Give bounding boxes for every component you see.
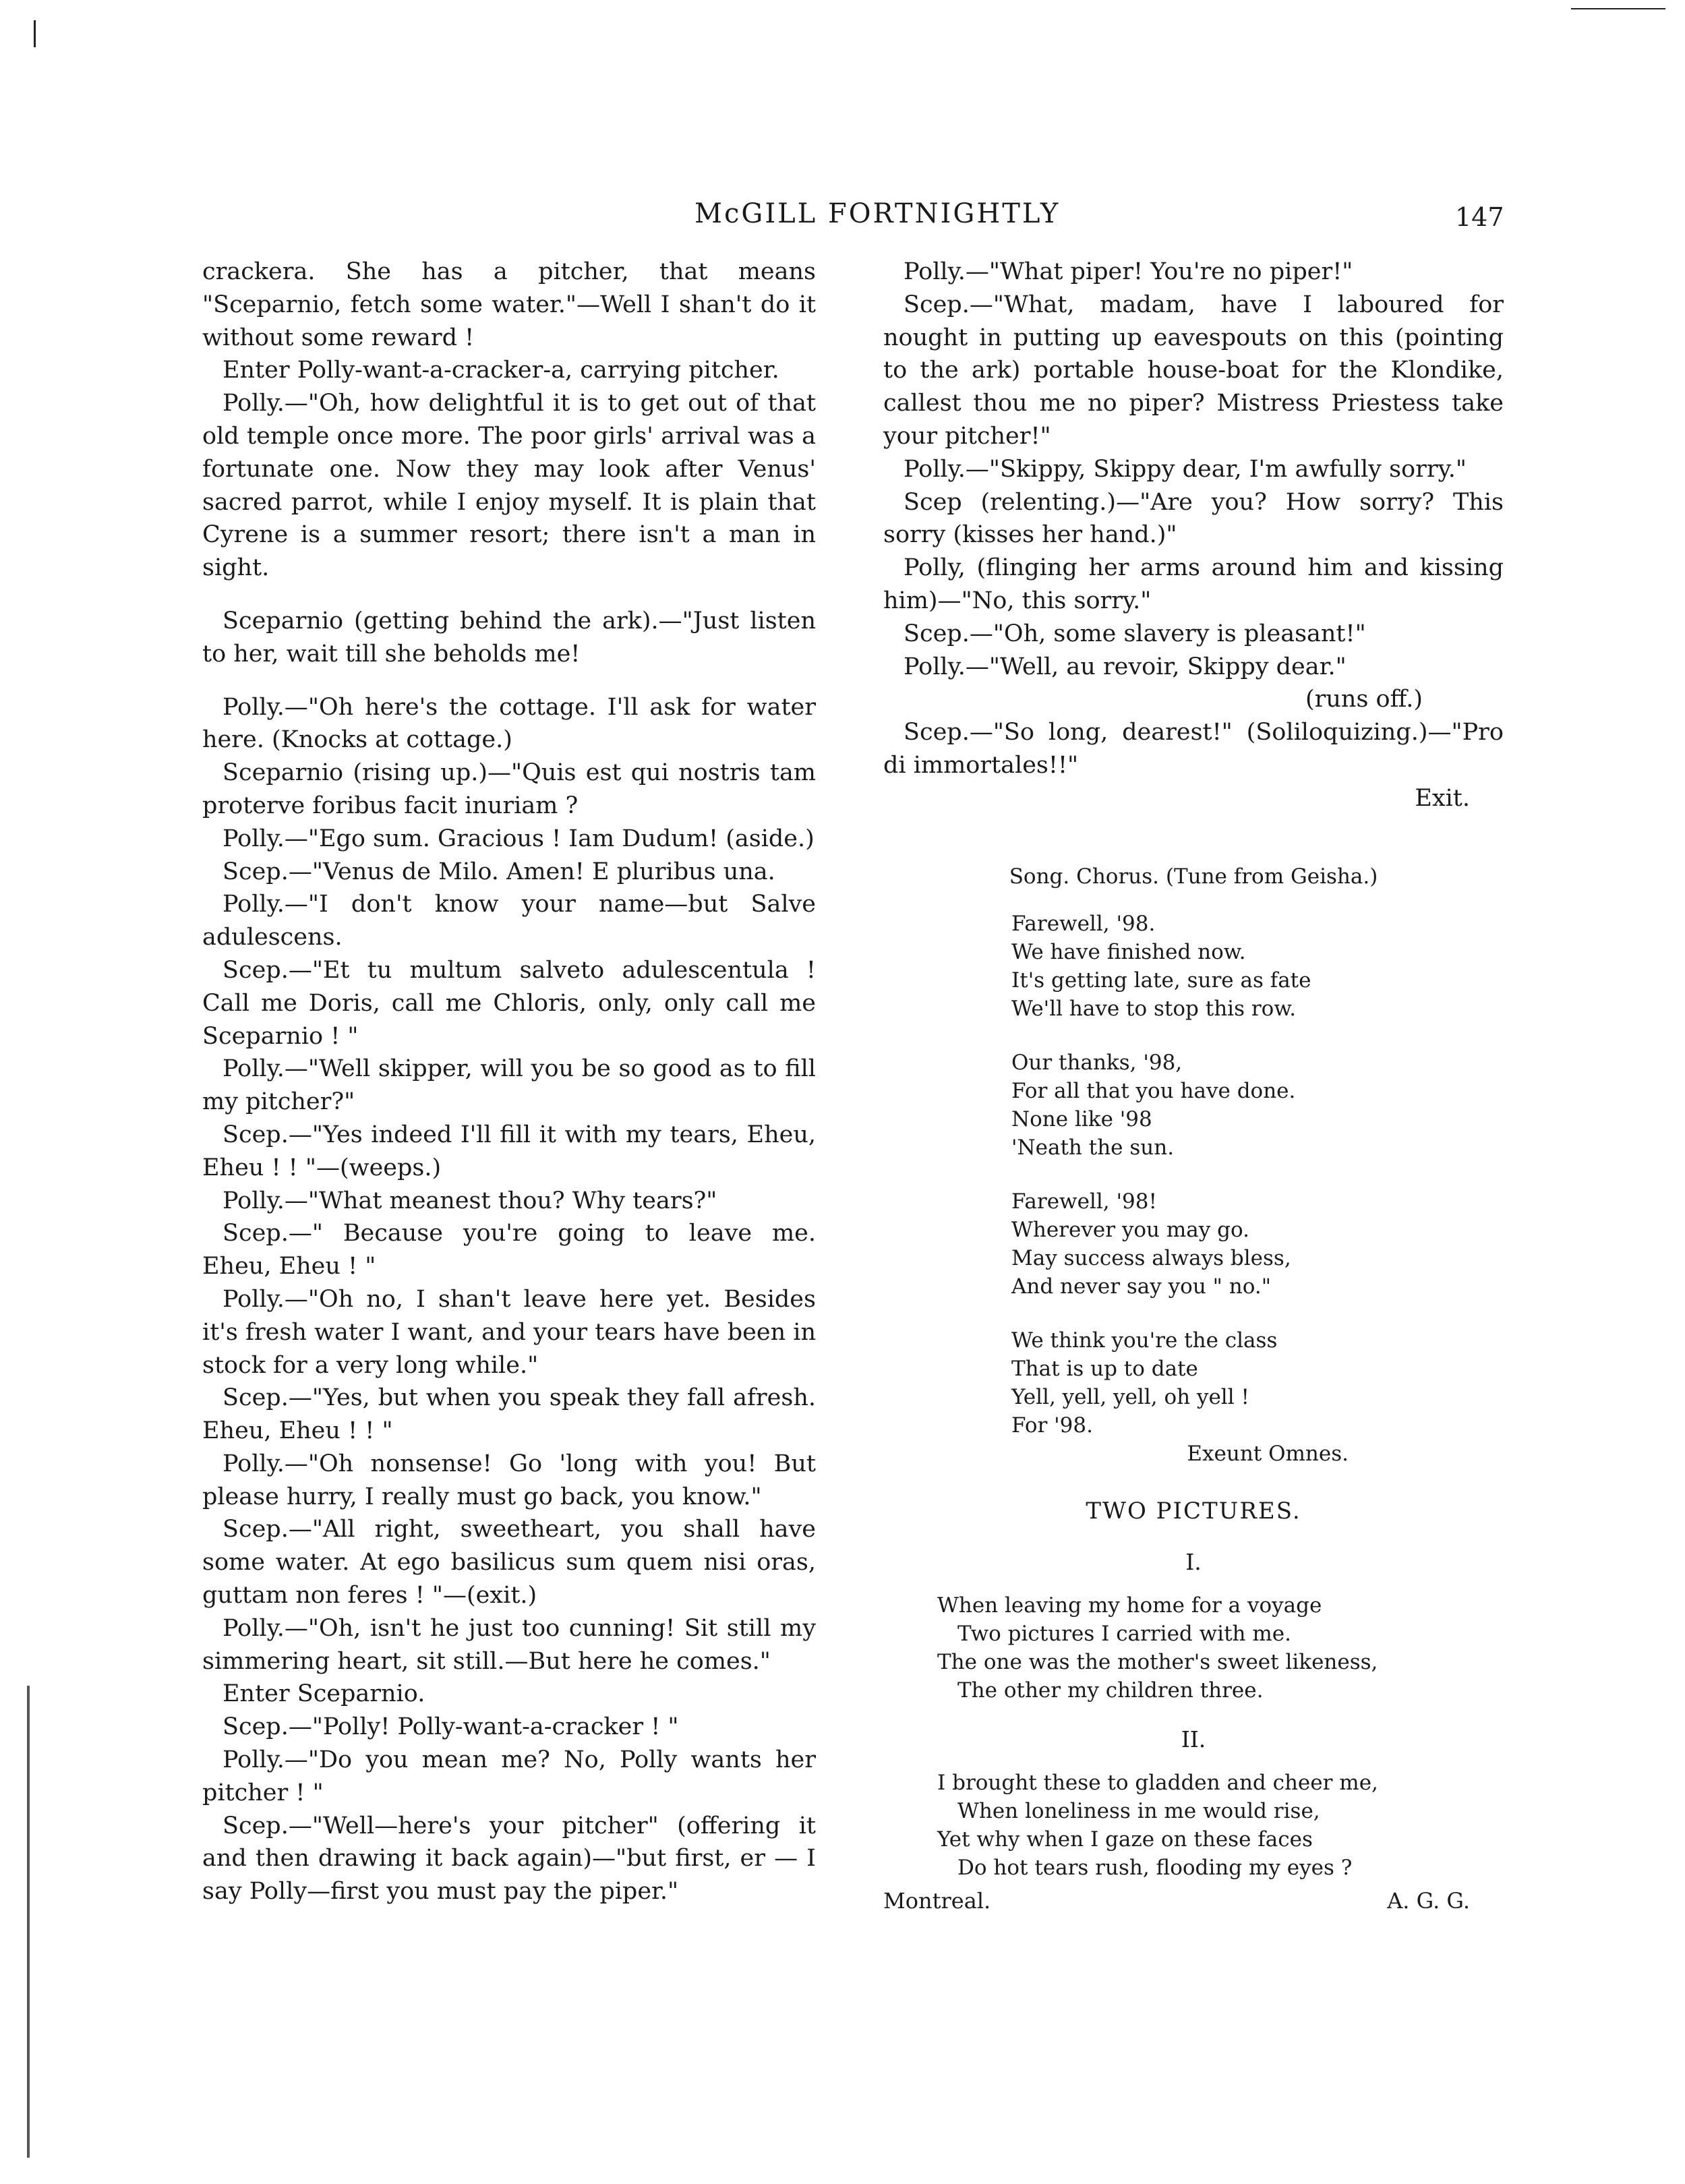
verse-line: May success always bless, [1011,1245,1291,1270]
verse-line: The other my children three. [957,1678,1264,1703]
song-stanza [1011,1326,1504,1440]
verse-line: Two pictures I carried with me. [957,1622,1291,1647]
verse-line: It's getting late, sure as fate [1011,968,1311,993]
verse-line: That is up to date [1011,1356,1198,1381]
paragraph: Polly.—"Well skipper, will you be so good as to fill my pitcher?" [202,1055,816,1116]
scan-binding-edge [27,1686,30,2158]
left-column [202,256,816,1908]
song-title: Song. Chorus. (Tune from Geisha.) [1009,864,1378,889]
poem-title: TWO PICTURES. [1086,1497,1301,1525]
stage-direction-exeunt: Exeunt Omnes. [1187,1441,1349,1466]
verse-line: I brought these to gladden and cheer me, [937,1770,1378,1795]
paragraph: Scep.—"Yes, but when you speak they fall afresh. Eheu, Eheu ! ! " [202,1384,816,1445]
verse-line: We think you're the class [1011,1328,1278,1353]
paragraph: Enter Polly-want-a-cracker-a, carrying pitcher. [223,357,779,384]
paragraph: Scep.—" Because you're going to leave me. Eheu, Eheu ! " [202,1220,816,1280]
paragraph: Sceparnio (getting behind the ark).—"Just listen to her, wait till she beholds me! [202,607,816,668]
running-head: McGILL FORTNIGHTLY [694,198,1061,229]
verse-line: When loneliness in me would rise, [957,1798,1320,1823]
paragraph: Polly.—"Oh nonsense! Go 'long with you! But please hurry, I really must go back, you know." [202,1450,816,1510]
paragraph: Scep.—"Yes indeed I'll fill it with my tears, Eheu, Eheu ! ! "—(weeps.) [202,1121,816,1181]
song [883,862,1504,1468]
paragraph: Polly.—"Well, au revoir, Skippy dear." [904,653,1347,680]
poem-author: A. G. G. [1387,1887,1470,1914]
paragraph: Scep.—"All right, sweetheart, you shall have some water. At ego basilicus sum quem nisi oras, guttam non feres ! "—(exit.) [202,1516,816,1610]
stage-direction-exit: Exit. [1415,784,1470,812]
verse-line: We have finished now. [1011,939,1246,964]
paragraph: Polly.—"Oh no, I shan't leave here yet. Besides it's fresh water I want, and your tears have been in stock for a very long while." [202,1285,816,1379]
poem-stanza [937,1769,1504,1882]
verse-line: The one was the mother's sweet likeness, [937,1650,1378,1675]
paragraph: Polly.—"Oh here's the cottage. I'll ask for water here. (Knocks at cottage.) [202,693,816,754]
paragraph: Scep.—"So long, dearest!" (Soliloquizing.)—"Pro di immortales!!" [883,719,1504,779]
paragraph: Scep (relenting.)—"Are you? How sorry? This sorry (kisses her hand.)" [883,488,1504,549]
verse-line: Farewell, '98! [1011,1189,1157,1214]
verse-line: Our thanks, '98, [1011,1050,1183,1075]
verse-line: For all that you have done. [1011,1078,1296,1103]
paragraph: Polly.—"I don't know your name—but Salve adulescens. [202,891,816,951]
paragraph: crackera. She has a pitcher, that means "Sceparnio, fetch some water."—Well I shan't do it without some reward ! [202,258,816,351]
poem-part-label: I. [1185,1549,1202,1576]
paragraph: Polly, (flinging her arms around him and kissing him)—"No, this sorry." [883,554,1504,614]
poem-part-label: II. [1181,1726,1206,1753]
verse-line: For '98. [1011,1413,1093,1438]
verse-line: Yet why when I gaze on these faces [937,1827,1313,1852]
verse-line: 'Neath the sun. [1011,1135,1175,1160]
signature-line [883,1885,1504,1918]
verse-line: When leaving my home for a voyage [937,1593,1322,1618]
paragraph: Scep.—"Et tu multum salveto adulescentula ! Call me Doris, call me Chloris, only, only call me Sceparnio ! " [202,956,816,1050]
paragraph: Scep.—"Venus de Milo. Amen! E pluribus una. [223,858,775,885]
paragraph: Sceparnio (rising up.)—"Quis est qui nostris tam proterve foribus facit inuriam ? [202,759,816,819]
paragraph: Polly.—"Oh, isn't he just too cunning! Sit still my simmering heart, sit still.—But here he comes." [202,1614,816,1675]
paragraph: Scep.—"What, madam, have I laboured for nought in putting up eavespouts on this (pointing to the ark) portable house-boat for the Klondike, callest thou me no piper? Mistress Priestess take your pitcher!" [883,291,1504,450]
paragraph: Polly.—"Do you mean me? No, Polly wants her pitcher ! " [202,1746,816,1806]
verse-line: And never say you " no." [1011,1274,1271,1299]
paragraph: Polly.—"What piper! You're no piper!" [904,258,1353,285]
paragraph: Scep.—"Well—here's your pitcher" (offering it and then drawing it back again)—"but first, er — I say Polly—first you must pay the piper." [202,1812,816,1906]
verse-line: Wherever you may go. [1011,1217,1249,1242]
song-stanza [1011,1187,1504,1301]
stage-direction: (runs off.) [1305,686,1423,713]
paragraph: Polly.—"What meanest thou? Why tears?" [223,1187,717,1214]
verse-line: Do hot tears rush, flooding my eyes ? [957,1855,1353,1880]
scan-mark [1571,8,1665,9]
paragraph: Polly.—"Skippy, Skippy dear, I'm awfully sorry." [904,455,1467,483]
song-stanza [1011,910,1504,1023]
verse-line: We'll have to stop this row. [1011,996,1297,1021]
paragraph: Scep.—"Oh, some slavery is pleasant!" [904,620,1366,647]
right-column [883,256,1504,1918]
verse-line: None like '98 [1011,1106,1152,1131]
poem-stanza [937,1591,1504,1705]
song-stanza [1011,1049,1504,1162]
scan-mark [34,20,36,47]
paragraph: Polly.—"Oh, how delightful it is to get out of that old temple once more. The poor girls' arrival was a fortunate one. Now they may look after Venus' sacred parrot, while I enjoy myself. It is plain that Cyrene is a summer resort; there isn't a man in sight. [202,390,816,582]
paragraph: Scep.—"Polly! Polly-want-a-cracker ! " [223,1713,679,1741]
verse-line: Yell, yell, yell, oh yell ! [1011,1384,1249,1409]
poem-place: Montreal. [883,1887,991,1914]
paragraph: Polly.—"Ego sum. Gracious ! Iam Dudum! (aside.) [223,825,815,852]
page-number: 147 [1455,202,1504,232]
paragraph: Enter Sceparnio. [223,1680,425,1708]
verse-line: Farewell, '98. [1011,911,1156,936]
